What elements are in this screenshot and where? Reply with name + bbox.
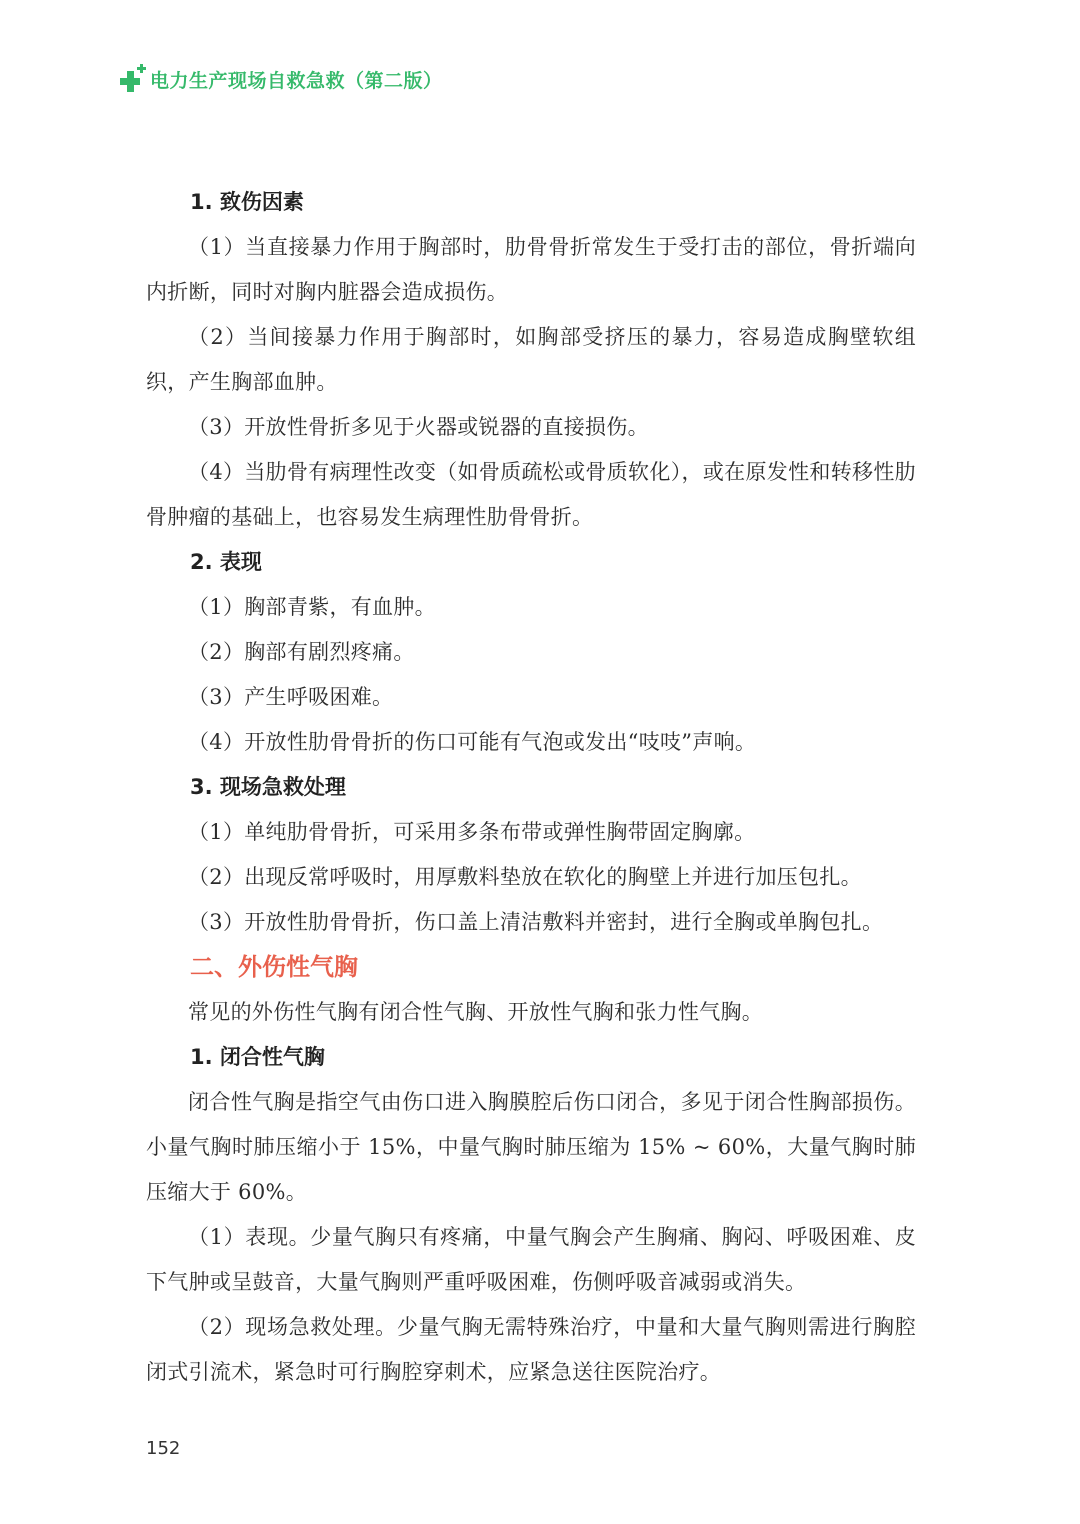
paragraph: （1）表现。少量气胸只有疼痛，中量气胸会产生胸痛、胸闷、呼吸困难、皮下气肿或呈鼓音，大量气胸则严重呼吸困难，伤侧呼吸音减弱或消失。 xyxy=(146,1225,916,1294)
paragraph: （3）开放性肋骨骨折，伤口盖上清洁敷料并密封，进行全胸或单胸包扎。 xyxy=(188,910,884,934)
page-number: 152 xyxy=(146,1438,181,1459)
paragraph: （3）开放性骨折多见于火器或锐器的直接损伤。 xyxy=(188,415,649,439)
paragraph: （1）当直接暴力作用于胸部时，肋骨骨折常发生于受打击的部位，骨折端向内折断，同时对胸内脏器会造成损伤。 xyxy=(146,235,916,304)
heading-signs: 2. 表现 xyxy=(190,550,262,574)
page-body xyxy=(146,180,916,1395)
section-title-pneumothorax: 二、外伤性气胸 xyxy=(190,953,358,981)
heading-closed-pneumothorax: 1. 闭合性气胸 xyxy=(190,1045,325,1069)
paragraph: （4）开放性肋骨骨折的伤口可能有气泡或发出“吱吱”声响。 xyxy=(188,730,757,754)
paragraph: 闭合性气胸是指空气由伤口进入胸膜腔后伤口闭合，多见于闭合性胸部损伤。小量气胸时肺压缩小于 15%，中量气胸时肺压缩为 15% ~ 60%，大量气胸时肺压缩大于 60%。 xyxy=(146,1090,916,1204)
heading-first-aid: 3. 现场急救处理 xyxy=(190,775,346,799)
paragraph: （2）出现反常呼吸时，用厚敷料垫放在软化的胸壁上并进行加压包扎。 xyxy=(188,865,862,889)
running-header xyxy=(118,64,443,94)
medical-cross-icon xyxy=(118,64,148,94)
paragraph: （2）当间接暴力作用于胸部时，如胸部受挤压的暴力，容易造成胸壁软组织，产生胸部血肿。 xyxy=(146,325,916,394)
paragraph: （3）产生呼吸困难。 xyxy=(188,685,394,709)
paragraph: （1）胸部青紫，有血肿。 xyxy=(188,595,436,619)
book-title: 电力生产现场自救急救（第二版） xyxy=(150,69,443,92)
paragraph: （2）胸部有剧烈疼痛。 xyxy=(188,640,415,664)
heading-injury-causes: 1. 致伤因素 xyxy=(190,190,304,214)
paragraph: （1）单纯肋骨骨折，可采用多条布带或弹性胸带固定胸廓。 xyxy=(188,820,756,844)
paragraph: （2）现场急救处理。少量气胸无需特殊治疗，中量和大量气胸则需进行胸腔闭式引流术，紧急时可行胸腔穿刺术，应紧急送往医院治疗。 xyxy=(146,1315,916,1384)
paragraph: 常见的外伤性气胸有闭合性气胸、开放性气胸和张力性气胸。 xyxy=(188,1000,764,1024)
paragraph: （4）当肋骨有病理性改变（如骨质疏松或骨质软化），或在原发性和转移性肋骨肿瘤的基础上，也容易发生病理性肋骨骨折。 xyxy=(146,460,916,529)
